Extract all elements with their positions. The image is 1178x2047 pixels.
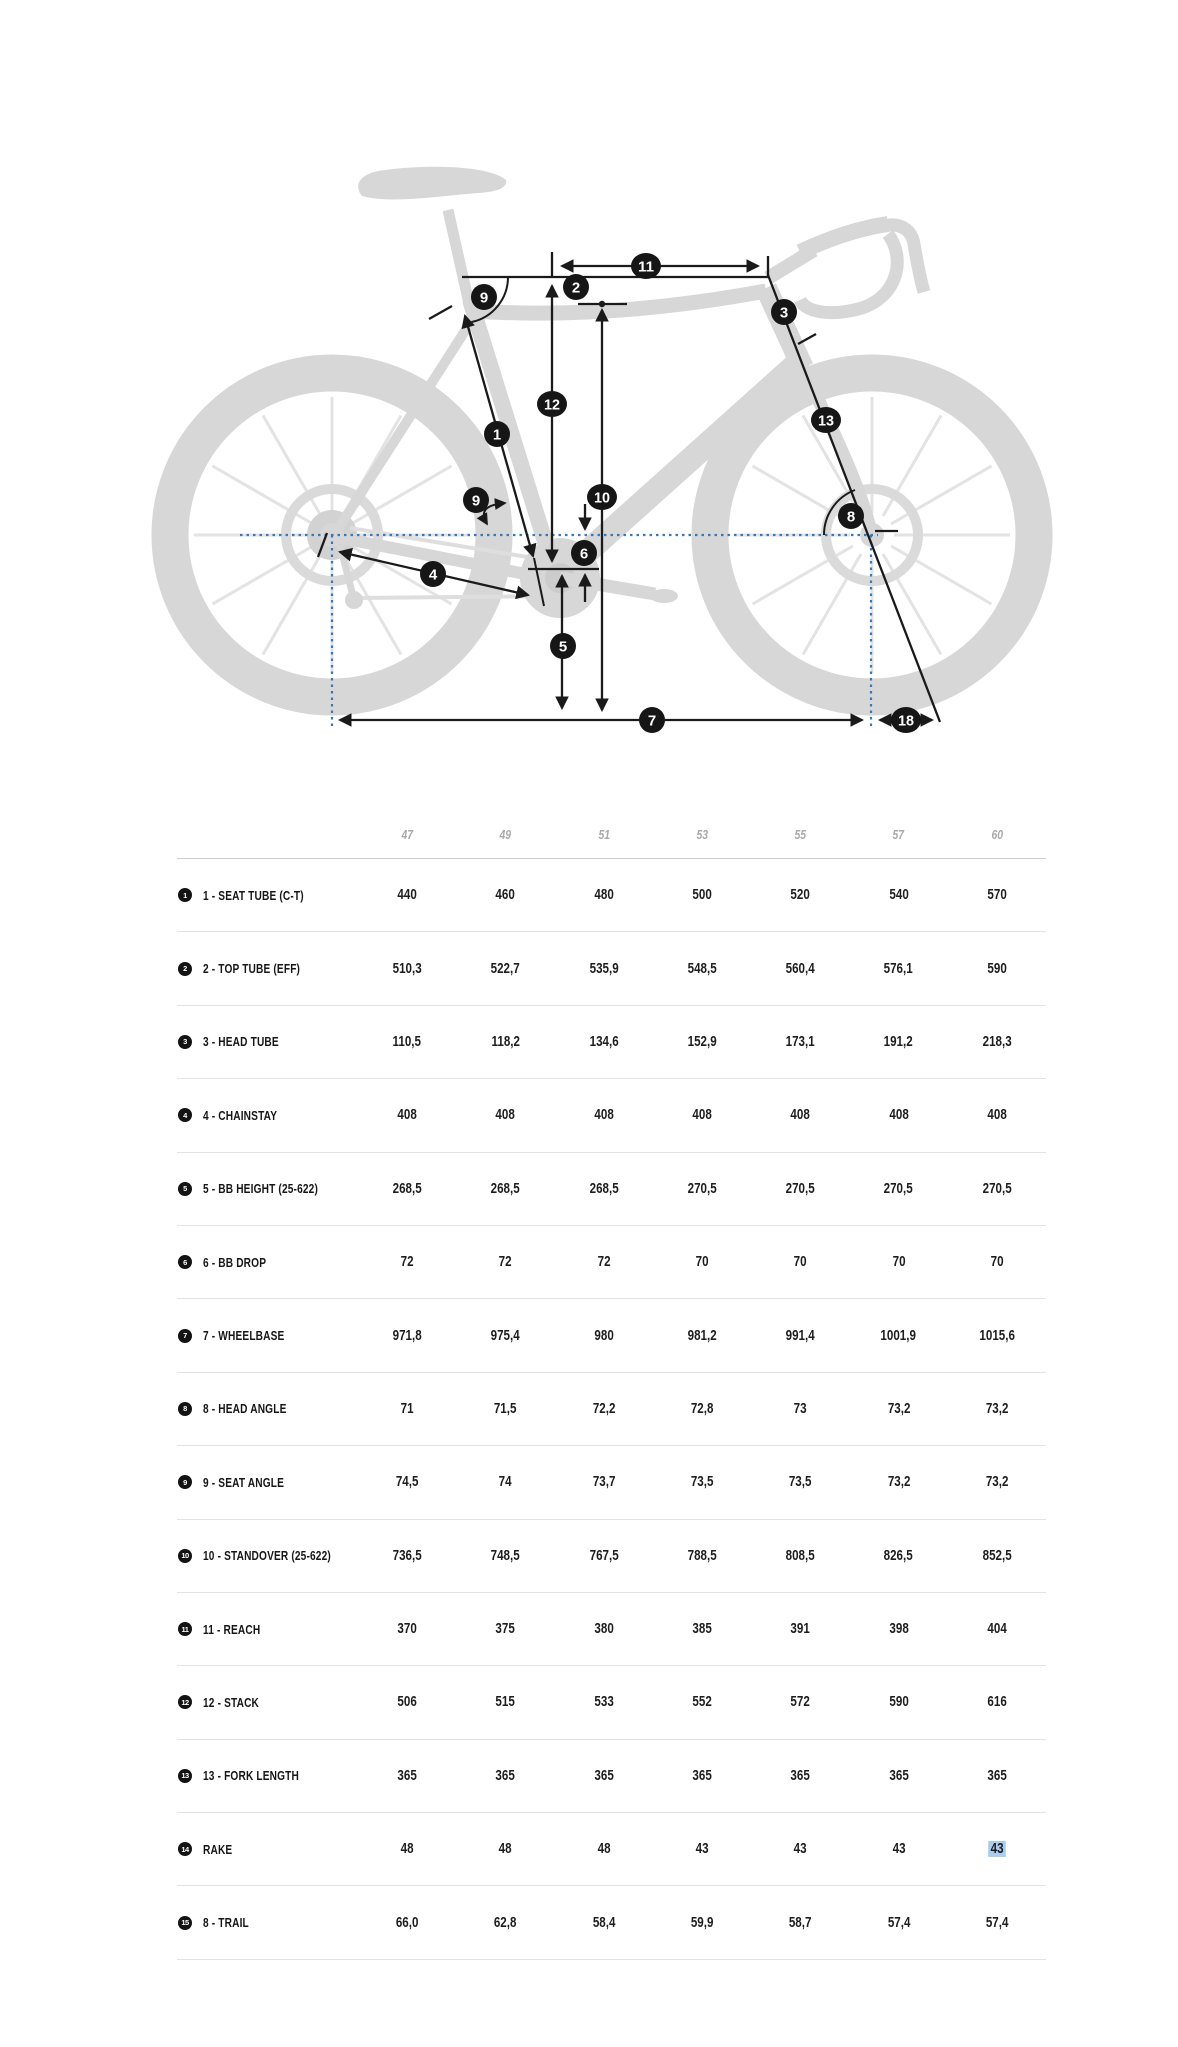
cell-value: 71,5 [494,1400,517,1417]
cell-value: 365 [397,1767,417,1784]
row-label: 9 - SEAT ANGLE [203,1474,285,1490]
cell-value: 440 [397,887,417,904]
cell-value: 268,5 [392,1180,422,1197]
callout-18 [891,707,921,733]
cell-value: 506 [397,1694,417,1711]
svg-text:10: 10 [594,489,610,507]
cell-value: 590 [987,960,1007,977]
cell-value: 576,1 [884,960,914,977]
cell-value: 404 [987,1621,1007,1638]
cell-value: 980 [594,1327,614,1344]
cell-value: 59,9 [690,1914,714,1931]
row-label: 8 - TRAIL [203,1915,249,1931]
cell-value: 110,5 [392,1033,422,1050]
cell-value: 270,5 [785,1180,815,1197]
standover-point-dot [599,301,605,307]
row-label: RAKE [203,1841,233,1857]
svg-text:8: 8 [846,508,856,526]
table-row-top-tube [177,932,1046,1005]
geometry-table [177,812,1046,1960]
table-row-bb-drop [177,1226,1046,1299]
svg-text:5: 5 [558,638,568,656]
cell-value: 57,4 [985,1914,1009,1931]
row-number-badge: 5 [178,1182,192,1196]
cell-value: 270,5 [687,1180,717,1197]
cell-value: 533 [594,1694,614,1711]
highlighted-cell-value: 43 [988,1841,1006,1857]
cell-value: 118,2 [491,1033,520,1050]
cell-value: 62,8 [494,1914,517,1931]
seatpost [448,210,470,308]
row-number-badge: 12 [178,1695,192,1709]
cell-value: 66,0 [395,1914,419,1931]
svg-text:18: 18 [898,712,914,730]
seat-tube-top-tick [429,306,452,319]
cell-value: 365 [987,1767,1007,1784]
cell-value: 370 [397,1621,417,1638]
table-row-seat-angle [177,1446,1046,1519]
cell-value: 270,5 [982,1180,1012,1197]
row-number-badge: 9 [178,1475,192,1489]
svg-text:3: 3 [779,304,789,322]
cell-value: 365 [790,1767,811,1784]
callout-10 [587,484,617,510]
row-label: 13 - FORK LENGTH [203,1768,300,1784]
table-row-stack [177,1666,1046,1739]
cell-value: 365 [495,1767,516,1784]
cell-value: 548,5 [687,960,717,977]
cell-value: 535,9 [589,960,619,977]
cell-value: 73,5 [690,1474,714,1491]
callout-3 [771,299,797,325]
cell-value: 365 [692,1767,712,1784]
table-row-head-angle [177,1373,1046,1446]
cell-value: 408 [692,1107,712,1124]
cell-value: 520 [790,887,811,904]
cell-value: 74,5 [395,1474,419,1491]
svg-text:4: 4 [428,566,438,584]
cell-value: 1001,9 [880,1327,917,1344]
cell-value: 70 [990,1254,1004,1271]
cell-value: 48 [597,1841,611,1858]
cell-value: 134,6 [589,1033,619,1050]
cell-value: 73,2 [985,1474,1009,1491]
cell-value: 560,4 [785,960,815,977]
cell-value: 58,7 [789,1914,812,1931]
size-col-header: 53 [696,827,708,842]
cell-value: 365 [594,1767,614,1784]
cell-value: 58,4 [592,1914,616,1931]
callout-9-top [471,284,497,310]
row-number-badge: 8 [178,1402,192,1416]
row-number-badge: 14 [178,1842,192,1856]
callout-6 [571,540,597,566]
cell-value: 522,7 [490,960,520,977]
cell-value: 808,5 [785,1547,815,1564]
cell-value: 48 [498,1841,512,1858]
cell-value: 391 [790,1621,811,1638]
cell-value: 500 [692,887,712,904]
cell-value: 73,2 [887,1400,910,1417]
cell-value: 270,5 [884,1180,914,1197]
cell-value: 72 [597,1254,611,1271]
cell-value: 268,5 [589,1180,619,1197]
cell-value: 72 [400,1254,414,1271]
cell-value: 73,2 [887,1474,910,1491]
callout-1 [484,421,510,447]
svg-text:9: 9 [479,289,489,307]
row-number-badge: 11 [178,1622,192,1636]
pedal [650,589,678,603]
cell-value: 365 [888,1767,909,1784]
svg-text:12: 12 [544,396,560,414]
callout-4 [420,561,446,587]
table-row-wheelbase [177,1299,1046,1372]
cell-value: 826,5 [884,1547,914,1564]
table-row-seat-tube [177,859,1046,932]
svg-text:11: 11 [638,258,654,276]
cell-value: 971,8 [392,1327,422,1344]
row-label: 2 - TOP TUBE (EFF) [203,961,301,977]
cell-value: 70 [793,1254,807,1271]
svg-text:9: 9 [471,492,481,510]
cell-value: 73,7 [592,1474,616,1491]
callout-2 [563,274,589,300]
svg-text:6: 6 [579,545,589,563]
cell-value: 852,5 [982,1547,1012,1564]
cell-value: 572 [790,1694,811,1711]
cell-value: 540 [888,887,909,904]
cell-value: 991,4 [785,1327,815,1344]
saddle [358,167,506,200]
table-row-bb-height [177,1153,1046,1226]
cell-value: 380 [594,1621,614,1638]
cell-value: 616 [987,1694,1007,1711]
cell-value: 73,2 [985,1400,1009,1417]
cell-value: 43 [793,1841,807,1858]
table-row-standover [177,1520,1046,1593]
cell-value: 515 [495,1694,516,1711]
size-header-row [177,812,1046,859]
cell-value: 268,5 [490,1180,520,1197]
row-label: 11 - REACH [203,1621,261,1637]
cell-value: 57,4 [887,1914,910,1931]
table-row-rake [177,1813,1046,1886]
callout-8 [838,503,864,529]
size-col-header: 51 [597,827,610,842]
svg-text:7: 7 [647,712,657,730]
row-number-badge: 13 [178,1769,192,1783]
geometry-diagram-svg [0,0,1178,790]
row-number-badge: 15 [178,1916,192,1930]
callout-11 [631,253,661,279]
cell-value: 408 [987,1107,1007,1124]
cell-value: 736,5 [392,1547,422,1564]
size-col-header: 57 [892,827,905,842]
row-label: 5 - BB HEIGHT (25-622) [203,1181,319,1197]
cell-value: 70 [892,1254,906,1271]
cell-value: 72,8 [690,1400,714,1417]
callout-7 [639,707,665,733]
size-col-header: 49 [499,827,512,842]
row-label: 12 - STACK [203,1694,260,1710]
row-number-badge: 1 [178,888,192,902]
table-row-reach [177,1593,1046,1666]
cell-value: 375 [495,1621,516,1638]
cell-value: 408 [790,1107,811,1124]
top-tube [473,291,766,313]
steering-axis-line [768,275,940,722]
row-label: 10 - STANDOVER (25-622) [203,1548,331,1564]
cell-value: 73,5 [789,1474,812,1491]
row-label: 8 - HEAD ANGLE [203,1401,287,1417]
row-label: 3 - HEAD TUBE [203,1034,279,1050]
handlebar-top [800,224,888,252]
table-row-trail [177,1886,1046,1959]
svg-text:2: 2 [571,279,581,297]
row-number-badge: 4 [178,1108,192,1122]
cell-value: 1015,6 [979,1327,1015,1344]
cell-value: 408 [888,1107,909,1124]
cell-value: 788,5 [687,1547,717,1564]
cell-value: 43 [695,1841,709,1858]
cell-value: 48 [400,1841,414,1858]
row-label: 4 - CHAINSTAY [203,1107,278,1123]
cell-value: 70 [695,1254,709,1271]
cell-value: 590 [888,1694,909,1711]
callout-13 [811,407,841,433]
row-label: 6 - BB DROP [203,1254,267,1270]
cell-value: 71 [400,1400,414,1417]
table-row-fork-length [177,1740,1046,1813]
table-row-chainstay [177,1079,1046,1152]
cell-value: 408 [594,1107,614,1124]
cell-value: 73 [793,1400,807,1417]
cell-value: 975,4 [490,1327,520,1344]
cell-value: 748,5 [490,1547,520,1564]
cell-value: 385 [692,1621,712,1638]
size-col-header: 60 [991,827,1003,842]
row-label: 1 - SEAT TUBE (C-T) [203,887,304,903]
cell-value: 398 [888,1621,909,1638]
cell-value: 72 [498,1254,512,1271]
cell-value: 408 [495,1107,516,1124]
cell-value: 74 [498,1474,512,1491]
row-number-badge: 10 [178,1549,192,1563]
dimension-lines [318,252,940,722]
callout-5 [550,633,576,659]
svg-text:13: 13 [818,412,834,430]
row-number-badge: 3 [178,1035,192,1049]
cell-value: 408 [397,1107,417,1124]
callout-12 [537,391,567,417]
cell-value: 460 [495,887,516,904]
cell-value: 43 [892,1841,906,1858]
cell-value: 510,3 [392,960,422,977]
row-number-badge: 7 [178,1329,192,1343]
cell-value: 981,2 [687,1327,717,1344]
cell-value: 570 [987,887,1007,904]
row-number-badge: 2 [178,962,192,976]
callout-9-bottom [463,487,489,513]
size-col-header: 55 [794,827,807,842]
cell-value: 218,3 [982,1033,1012,1050]
table-row-head-tube [177,1006,1046,1079]
svg-text:1: 1 [492,426,502,444]
cell-value: 173,1 [785,1033,815,1050]
cell-value: 480 [594,887,614,904]
cell-value: 72,2 [592,1400,616,1417]
cell-value: 191,2 [884,1033,914,1050]
cell-value: 767,5 [589,1547,619,1564]
cell-value: 552 [692,1694,712,1711]
geometry-diagram [0,0,1178,790]
row-label: 7 - WHEELBASE [203,1328,285,1344]
cell-value: 152,9 [687,1033,717,1050]
row-number-badge: 6 [178,1255,192,1269]
size-col-header: 47 [401,827,413,842]
